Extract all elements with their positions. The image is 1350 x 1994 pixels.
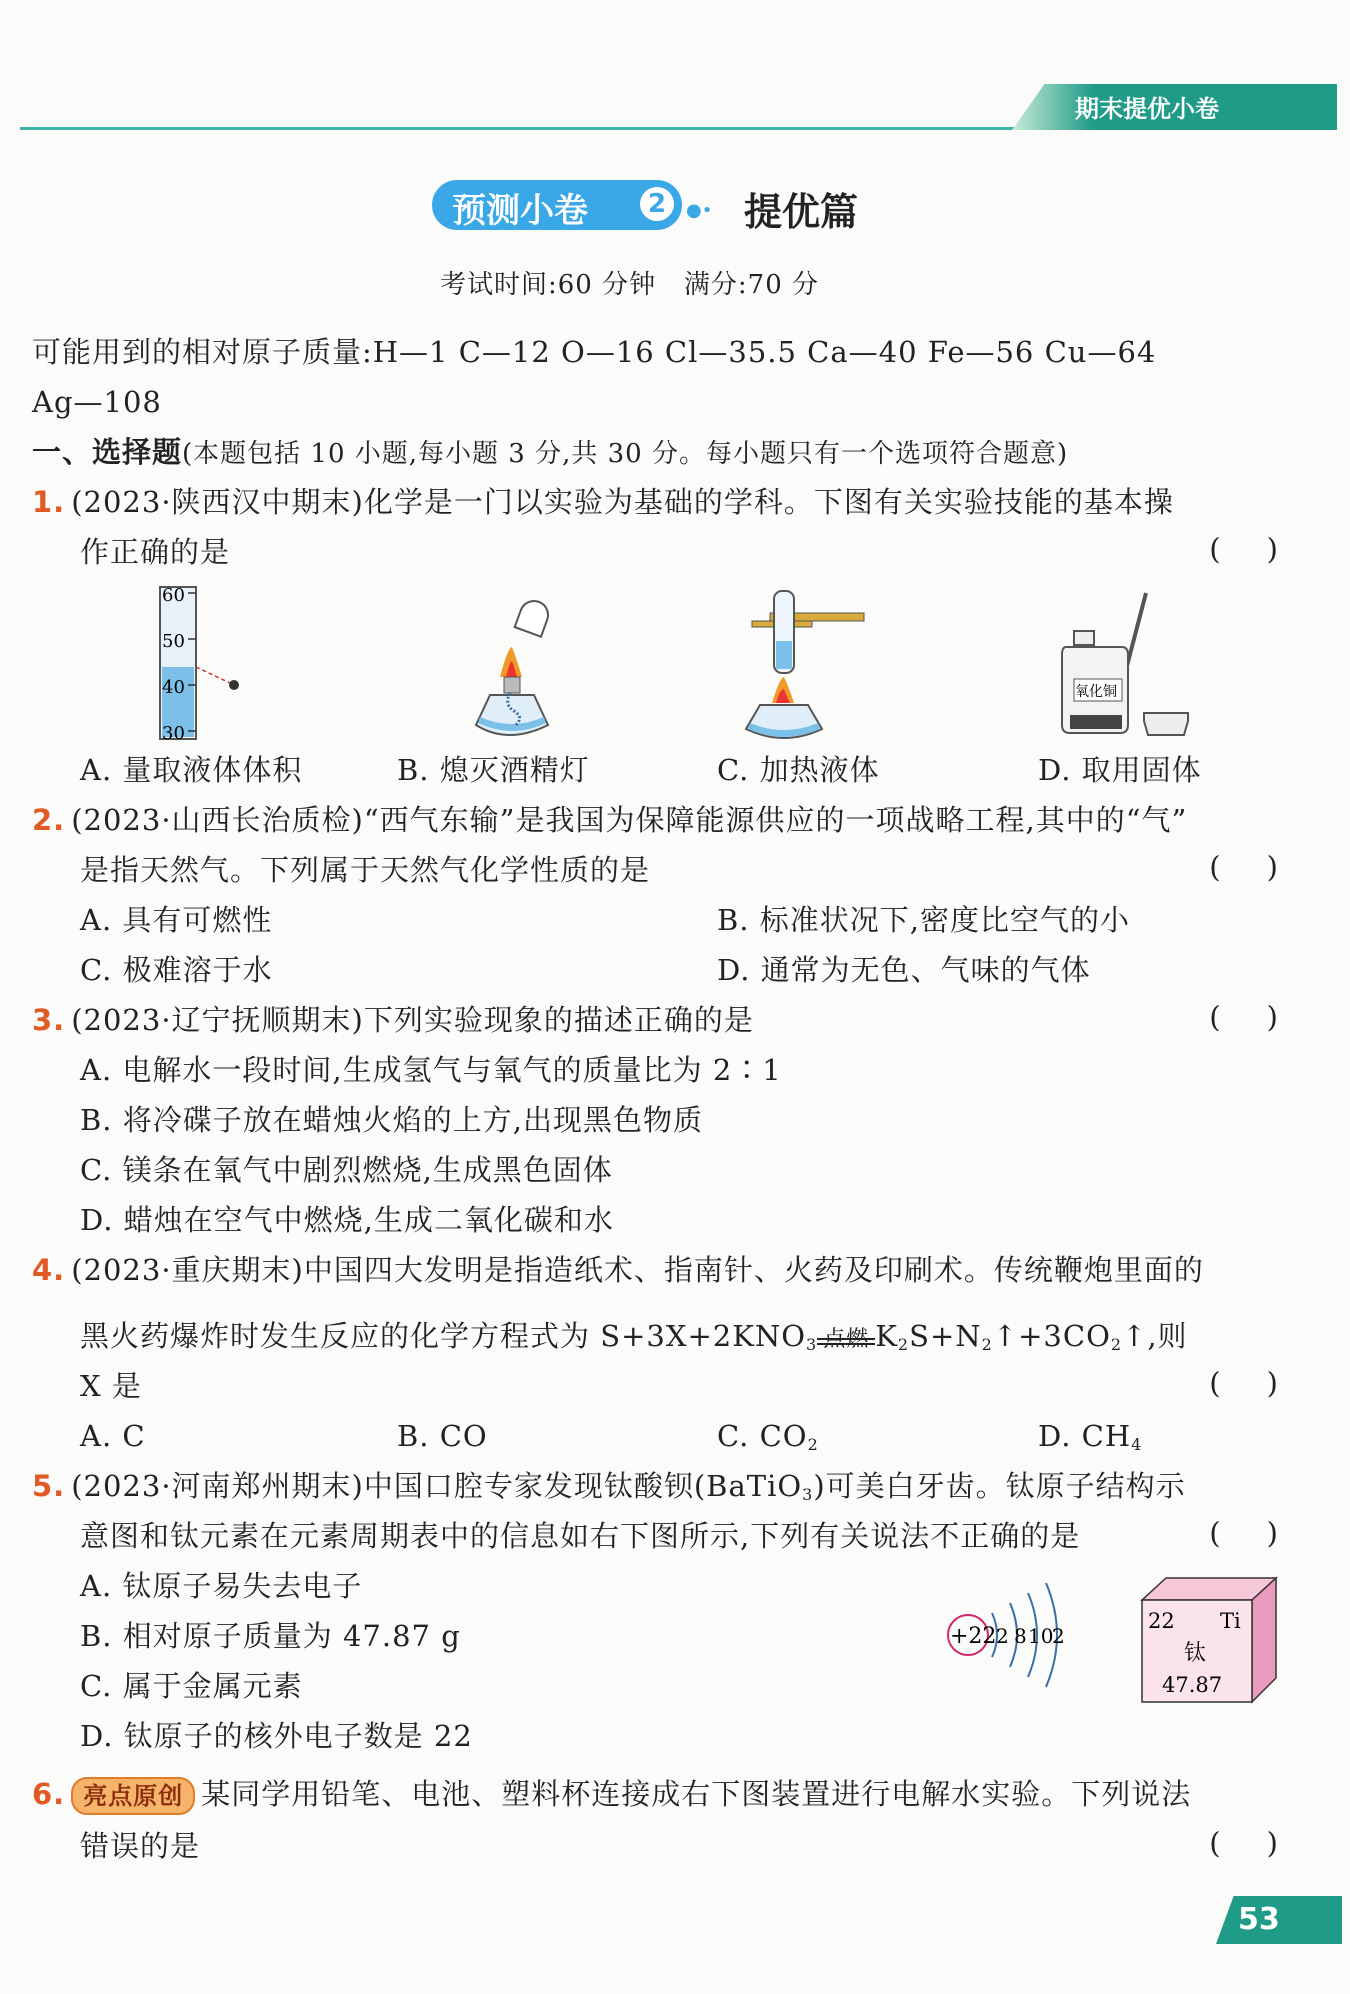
- q4-line3: X 是: [80, 1369, 142, 1403]
- figure-alcohol-lamp: [450, 585, 580, 745]
- q2-option-a[interactable]: A. 具有可燃性: [80, 903, 273, 937]
- q1-option-a[interactable]: A. 量取液体体积: [80, 753, 303, 787]
- titanium-atom-structure-diagram: [940, 1575, 1090, 1695]
- q2-line1: [32, 800, 1187, 840]
- q3-answer-paren[interactable]: ( ): [1209, 1000, 1278, 1034]
- q1-answer-paren[interactable]: ( ): [1209, 532, 1278, 566]
- q5-option-b[interactable]: B. 相对原子质量为 47.87 g: [80, 1619, 461, 1653]
- q1-option-d[interactable]: D. 取用固体: [1038, 753, 1202, 787]
- q4-answer-paren[interactable]: ( ): [1209, 1366, 1278, 1400]
- q5-line2: 意图和钛元素在元素周期表中的信息如右下图所示,下列有关说法不正确的是: [80, 1519, 1081, 1553]
- q3-text1: (2023·辽宁抚顺期末)下列实验现象的描述正确的是: [71, 1003, 754, 1037]
- q1-number: 1.: [32, 485, 66, 519]
- q5-option-d[interactable]: D. 钛原子的核外电子数是 22: [80, 1719, 473, 1753]
- title-number: 2: [640, 187, 674, 221]
- element-name: 钛: [1184, 1641, 1207, 1666]
- atom-shell-3: 10: [1028, 1624, 1054, 1648]
- figure-graduated-cylinder: [148, 585, 258, 745]
- q4-option-c[interactable]: C. $CO_2$: [717, 1419, 819, 1454]
- q4-line1: [32, 1250, 1204, 1290]
- section1-title: 一、选择题: [32, 435, 183, 469]
- q6-text1: 某同学用铅笔、电池、塑料杯连接成右下图装置进行电解水实验。下列说法: [201, 1777, 1192, 1811]
- q2-text1: (2023·山西长治质检)“西气东输”是我国为保障能源供应的一项战略工程,其中的“气”: [71, 803, 1188, 837]
- q6-answer-paren[interactable]: ( ): [1209, 1826, 1278, 1860]
- atom-shell-1: 2: [996, 1624, 1009, 1648]
- q5-number: 5.: [32, 1469, 66, 1503]
- q4-option-d[interactable]: D. $CH_4$: [1038, 1419, 1143, 1454]
- q1-text1: (2023·陕西汉中期末)化学是一门以实验为基础的学科。下图有关实验技能的基本操: [71, 485, 1174, 519]
- q4-option-d-text: D. CH: [1038, 1419, 1132, 1453]
- q4-eq-prefix: 黑火药爆炸时发生反应的化学方程式为 S+3X+2KNO: [80, 1319, 807, 1353]
- cylinder-tick-30: 30: [162, 723, 185, 744]
- title-badge-text: 预测小卷: [452, 191, 588, 231]
- atomic-masses-line2: Ag—108: [32, 385, 162, 419]
- titanium-periodic-cell: [1140, 1576, 1280, 1706]
- element-mass: 47.87: [1162, 1673, 1223, 1697]
- q2-line2: 是指天然气。下列属于天然气化学性质的是: [80, 853, 651, 887]
- element-number: 22: [1148, 1609, 1175, 1633]
- q3-number: 3.: [32, 1003, 66, 1037]
- q1-option-b[interactable]: B. 熄灭酒精灯: [397, 753, 590, 787]
- q5-line1: 5. (2023·河南郑州期末)中国口腔专家发现钛酸钡(BaTiO$_3$)可美白牙齿。钛原子结构示: [32, 1469, 1186, 1504]
- q4-option-c-text: C. CO: [717, 1419, 808, 1453]
- page-number: 53: [1238, 1902, 1280, 1937]
- q6-number: 6.: [32, 1777, 66, 1811]
- title-section: 提优篇: [744, 190, 859, 234]
- q4-number: 4.: [32, 1253, 66, 1287]
- header-rule: [20, 127, 1032, 130]
- q2-number: 2.: [32, 803, 66, 837]
- q5-option-a[interactable]: A. 钛原子易失去电子: [80, 1569, 363, 1603]
- section1-heading: [32, 432, 1068, 474]
- cylinder-tick-60: 60: [162, 585, 185, 606]
- element-symbol: Ti: [1220, 1609, 1241, 1633]
- figure-heating-liquid: [742, 585, 872, 745]
- cylinder-tick-50: 50: [162, 631, 185, 652]
- q3-line1: [32, 1000, 754, 1040]
- q3-option-c[interactable]: C. 镁条在氧气中剧烈燃烧,生成黑色固体: [80, 1153, 613, 1187]
- q4-eq-condition: 点燃: [823, 1327, 870, 1352]
- q6-tag: 亮点原创: [71, 1777, 195, 1815]
- figure-taking-solid: [1060, 585, 1210, 745]
- q3-option-d[interactable]: D. 蜡烛在空气中燃烧,生成二氧化碳和水: [80, 1203, 614, 1237]
- title-dots: ●•: [686, 200, 713, 221]
- q2-option-d[interactable]: D. 通常为无色、气味的气体: [717, 953, 1091, 987]
- header-tab-label: 期末提优小卷: [1075, 95, 1219, 123]
- section1-note: (本题包括 10 小题,每小题 3 分,共 30 分。每小题只有一个选项符合题意): [182, 439, 1069, 469]
- q4-equation-line: 黑火药爆炸时发生反应的化学方程式为 $S+3X+2KNO_3$ 点燃 $K_2S+N_2↑+3CO_2↑$,则: [80, 1316, 1188, 1365]
- atomic-masses-line1: 可能用到的相对原子质量:H—1 C—12 O—16 Cl—35.5 Ca—40 Fe—56 Cu—64: [32, 335, 1157, 369]
- q4-option-b[interactable]: B. CO: [397, 1419, 488, 1453]
- jar-label: 氧化铜: [1075, 684, 1117, 700]
- atom-shell-2: 8: [1014, 1624, 1027, 1648]
- q6-line1: [32, 1774, 1191, 1815]
- atom-shell-4: 2: [1052, 1624, 1065, 1648]
- exam-info: 考试时间:60 分钟 满分:70 分: [440, 270, 820, 300]
- q4-option-a[interactable]: A. C: [80, 1419, 146, 1453]
- q5-text1b: )可美白牙齿。钛原子结构示: [813, 1469, 1186, 1503]
- q2-option-c[interactable]: C. 极难溶于水: [80, 953, 273, 987]
- q5-option-c[interactable]: C. 属于金属元素: [80, 1669, 303, 1703]
- q4-text1: (2023·重庆期末)中国四大发明是指造纸术、指南针、火药及印刷术。传统鞭炮里面的: [71, 1253, 1204, 1287]
- cylinder-tick-40: 40: [162, 677, 185, 698]
- q3-option-b[interactable]: B. 将冷碟子放在蜡烛火焰的上方,出现黑色物质: [80, 1103, 703, 1137]
- q5-text1: (2023·河南郑州期末)中国口腔专家发现钛酸钡(BaTiO: [71, 1469, 803, 1503]
- q4-eq-tail: ,则: [1147, 1319, 1188, 1353]
- q1-option-c[interactable]: C. 加热液体: [717, 753, 880, 787]
- atom-nucleus: +22: [950, 1624, 997, 1649]
- q6-line2: 错误的是: [80, 1829, 201, 1863]
- q2-option-b[interactable]: B. 标准状况下,密度比空气的小: [717, 903, 1130, 937]
- q1-line2: 作正确的是: [80, 535, 231, 569]
- q3-option-a[interactable]: A. 电解水一段时间,生成氢气与氧气的质量比为 2∶1: [80, 1053, 782, 1087]
- q1-line1: [32, 482, 1174, 522]
- q5-answer-paren[interactable]: ( ): [1209, 1516, 1278, 1550]
- q2-answer-paren[interactable]: ( ): [1209, 850, 1278, 884]
